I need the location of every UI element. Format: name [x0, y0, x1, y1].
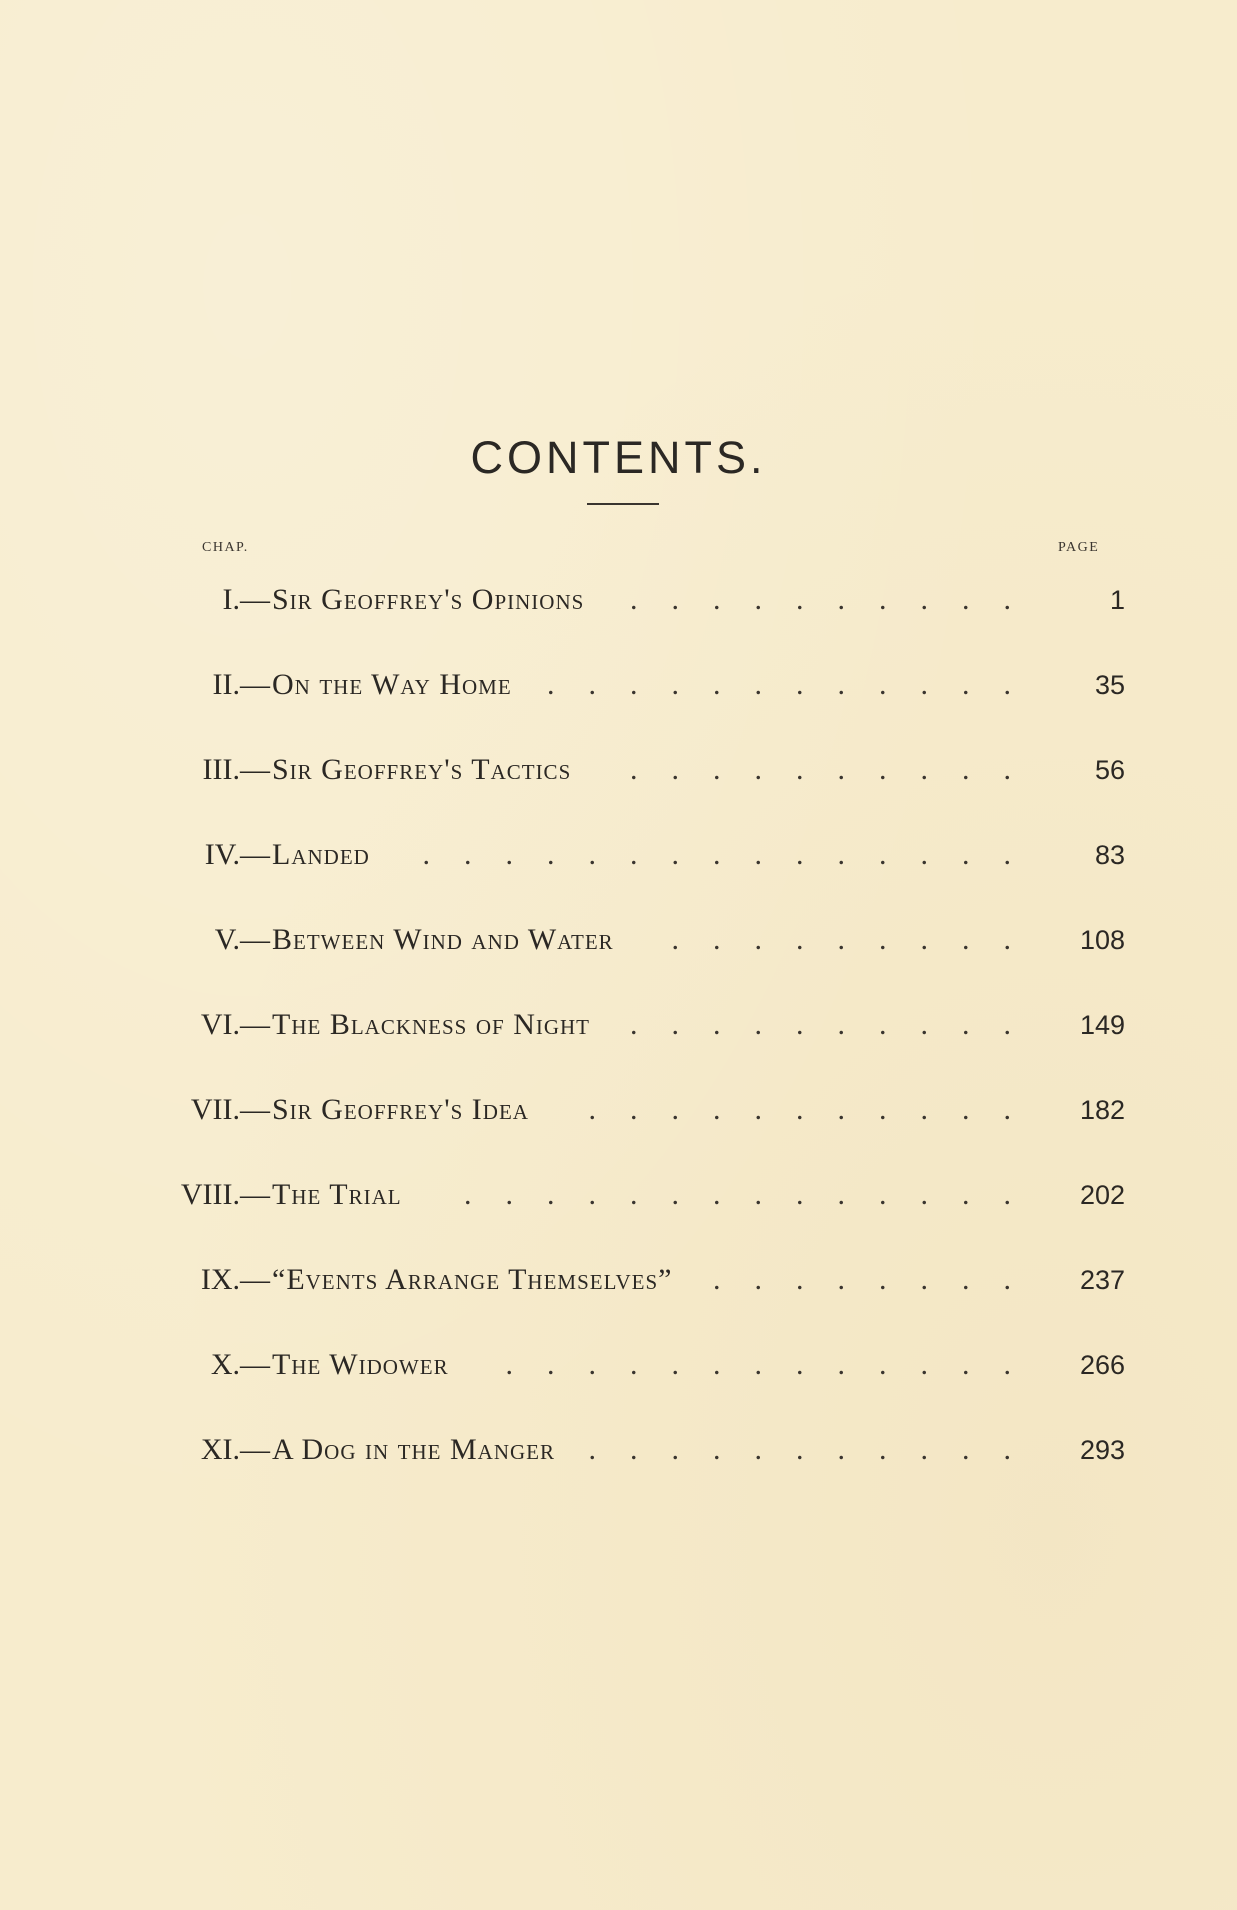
toc-chapter-number: IV.— [204, 838, 270, 871]
page-title: CONTENTS. [470, 432, 767, 484]
toc-page-number: 237 [1079, 1265, 1125, 1295]
toc-leader-dots: .......... [630, 753, 1045, 786]
toc-chapter-number: IX.— [200, 1263, 270, 1296]
toc-page-number: 1 [1109, 585, 1125, 615]
toc-chapter-title: Between Wind and Water [272, 923, 614, 956]
toc-chapter-number: VI.— [200, 1008, 270, 1041]
toc-leader-dots: .......... [630, 583, 1045, 616]
toc-chapter-title: The Trial [272, 1178, 402, 1211]
toc-entry [0, 750, 1237, 790]
toc-entry [0, 835, 1237, 875]
toc-chapter-title: The Widower [272, 1348, 449, 1381]
toc-chapter-number: X.— [210, 1348, 270, 1381]
toc-leader-dots: .......... [630, 1008, 1045, 1041]
toc-chapter-number: III.— [202, 753, 270, 786]
toc-page-number: 202 [1079, 1180, 1125, 1210]
toc-chapter-number: V.— [214, 923, 270, 956]
toc-leader-dots: ........ [713, 1263, 1045, 1296]
toc-entry [0, 920, 1237, 960]
toc-chapter-number: VIII.— [180, 1178, 270, 1211]
toc-page-number: 35 [1094, 670, 1125, 700]
toc-chapter-number: II.— [212, 668, 270, 701]
toc-entry [0, 580, 1237, 620]
toc-chapter-title: On the Way Home [272, 668, 512, 701]
toc-entry [0, 1345, 1237, 1385]
toc-page-number: 266 [1079, 1350, 1125, 1380]
toc-chapter-title: Sir Geoffrey's Opinions [272, 583, 585, 616]
toc-chapter-title: The Blackness of Night [272, 1008, 591, 1041]
toc-page-number: 182 [1079, 1095, 1125, 1125]
toc-page-number: 149 [1079, 1010, 1125, 1040]
toc-entry [0, 1090, 1237, 1130]
page-column-header: PAGE [1058, 540, 1100, 555]
toc-chapter-title: A Dog in the Manger [272, 1433, 555, 1466]
toc-leader-dots: ......... [671, 923, 1045, 956]
toc-entry [0, 665, 1237, 705]
chapter-column-header: CHAP. [202, 540, 249, 555]
title-rule [587, 503, 659, 505]
toc-leader-dots: ........... [588, 1433, 1045, 1466]
toc-page-number: 83 [1094, 840, 1125, 870]
toc-leader-dots: ............. [505, 1348, 1045, 1381]
toc-chapter-number: VII.— [190, 1093, 270, 1126]
toc-leader-dots: .............. [464, 1178, 1045, 1211]
toc-chapter-title: “Events Arrange Themselves” [272, 1263, 673, 1296]
toc-entry [0, 1260, 1237, 1300]
toc-entry [0, 1175, 1237, 1215]
toc-chapter-number: XI.— [200, 1433, 270, 1466]
toc-page-number: 56 [1094, 755, 1125, 785]
toc-chapter-title: Landed [272, 838, 370, 871]
toc-entry [0, 1430, 1237, 1470]
toc-page-number: 108 [1079, 925, 1125, 955]
toc-chapter-title: Sir Geoffrey's Tactics [272, 753, 572, 786]
toc-chapter-number: I.— [222, 583, 270, 616]
toc-chapter-title: Sir Geoffrey's Idea [272, 1093, 529, 1126]
toc-leader-dots: ............ [547, 668, 1045, 701]
toc-entry [0, 1005, 1237, 1045]
toc-leader-dots: ............... [422, 838, 1045, 871]
toc-leader-dots: ........... [588, 1093, 1045, 1126]
toc-page-number: 293 [1079, 1435, 1125, 1465]
